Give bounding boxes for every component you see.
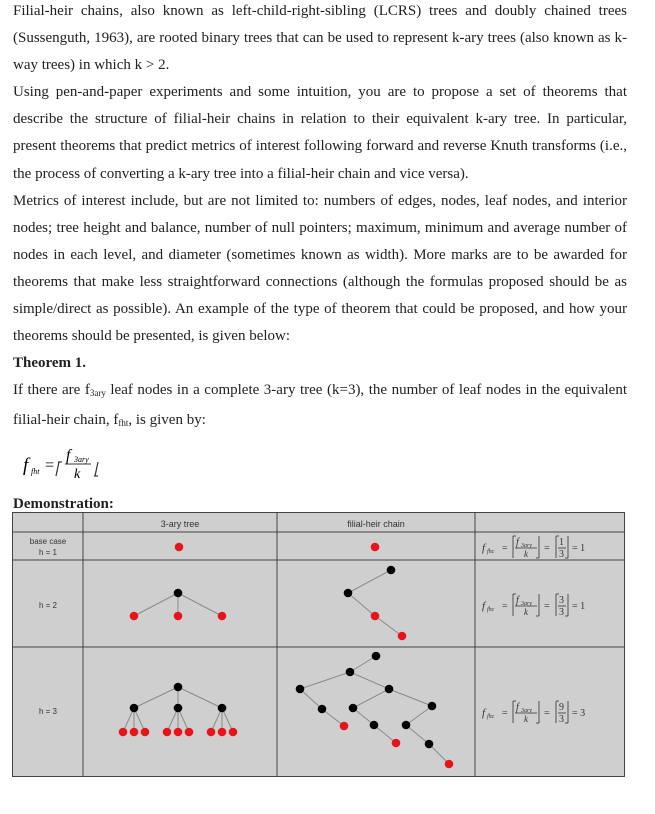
fhc-r3-node (318, 705, 327, 714)
ary-r3-leaf (207, 728, 216, 737)
row-formula-den: k (524, 549, 528, 559)
demonstration-table (12, 512, 625, 777)
fhc-r3-edge (406, 706, 432, 725)
fhc-r3-node (296, 685, 305, 694)
fhc-r3-edge (406, 725, 429, 744)
row-formula-eq2: = (544, 543, 550, 554)
row-formula-value-num: 3 (559, 595, 564, 606)
row-formula-value-num: 1 (559, 537, 564, 548)
row-formula-lhs: f (482, 542, 486, 554)
fhc-r3-edge (300, 689, 322, 709)
col-header-3ary: 3-ary tree (160, 519, 200, 529)
row-formula-num-sub: 3ary (521, 601, 532, 607)
ary-r1-root (175, 543, 184, 552)
row-formula-lhs: f (482, 600, 486, 612)
fhc-r3-node (370, 721, 379, 730)
fhc-r3-node (385, 685, 394, 694)
row-formula-eq: = (502, 708, 508, 719)
fhc-r3-leaf (445, 760, 454, 769)
demonstration-figure (12, 512, 625, 777)
fhc-r2-leaf (398, 632, 407, 641)
formula-lhs: f (23, 454, 29, 476)
formula-graphic (13, 440, 133, 484)
formula-lhs-sub: fht (31, 466, 40, 476)
ary-r3-root (174, 683, 183, 692)
formula-num-sub: 3ary (74, 454, 89, 464)
row-formula-lhs-sub: fhc (487, 607, 495, 613)
document-body (13, 0, 627, 516)
fhc-r2-leaf (371, 612, 380, 621)
row-formula-eq: = (502, 601, 508, 612)
ary-r3-leaf (119, 728, 128, 737)
ary-r2-root (174, 589, 183, 598)
ary-r2-leaf (130, 612, 139, 621)
fhc-r3-edge (350, 656, 376, 672)
ary-r3-leaf (130, 728, 139, 737)
row-formula-value-den: 3 (559, 607, 564, 618)
row1-label: base case (29, 537, 67, 546)
intro-paragraph: Filial-heir chains, also known as left-child-right-sibling (LCRS) trees and doubly chained trees (Sussenguth, 1963), are rooted binary trees that can be used to represent k-ary trees (also known as k-way trees) in which k > 2. (13, 3, 627, 74)
demonstration-label: Demonstration: (13, 495, 114, 512)
task-paragraph: Using pen-and-paper experiments and some intuition, you are to propose a set of theorems that describe the structure of filial-heir chains in relation to their equivalent k-ary tree. In particular, present theorems that predict metrics of interest following forward and reverse Knuth transforms (i.e., the process of converting a k-ary tree into a filial-heir chain and vice versa). (13, 84, 627, 182)
fhc-r2-edge (348, 593, 375, 616)
row1-label-h: h = 1 (38, 548, 58, 557)
fhc-r1-root (371, 543, 380, 552)
row-formula-num: f (516, 702, 519, 713)
row-formula-den: k (524, 607, 528, 617)
ary-r3-mid (174, 704, 183, 713)
row-formula-result: = 1 (572, 543, 586, 554)
ary-r3-edge (178, 687, 222, 708)
row-formula-value-num: 9 (559, 702, 564, 713)
row-formula-num: f (516, 595, 519, 606)
row-formula-eq: = (502, 543, 508, 554)
ary-r2-leaf (218, 612, 227, 621)
fhc-r3-node (402, 721, 411, 730)
fhc-r3-node (428, 702, 437, 711)
row-formula-lhs-sub: fhc (487, 549, 495, 555)
ary-r2-edge (134, 593, 178, 616)
ary-r2-edge (178, 593, 222, 616)
fhc-r2-node (344, 589, 353, 598)
fhc-r2-edge (375, 616, 402, 636)
fhc-r3-leaf (392, 739, 401, 748)
fhc-r3-edge (350, 672, 389, 689)
row-formula-num: f (516, 537, 519, 548)
fhc-r2-edge (348, 570, 391, 593)
row-formula-eq2: = (544, 601, 550, 612)
ary-r3-mid (218, 704, 227, 713)
formula-num: f (66, 446, 71, 464)
fhc-r3-node (346, 668, 355, 677)
fhc-r3-node (349, 704, 358, 713)
ary-r3-leaf (141, 728, 150, 737)
ary-r3-leaf (174, 728, 183, 737)
fhc-r3-node (425, 740, 434, 749)
ary-r3-mid (130, 704, 139, 713)
row-formula-num-sub: 3ary (521, 708, 532, 714)
metrics-paragraph: Metrics of interest include, but are not limited to: numbers of edges, nodes, leaf nodes, and interior nodes; tree height and balance, number of null pointers; maximum, minimum and average number of nodes in each level, and diameter (sometimes known as width). More marks are to be awarded for theorems that make less straightforward connections (although the formulas proposed should be as simple/direct as possible). An example of the type of theorem that could be proposed, and how your theorems should be presented, is given below: (13, 192, 627, 345)
row-formula-value-den: 3 (559, 549, 564, 560)
ary-r3-leaf (229, 728, 238, 737)
row-formula-den: k (524, 714, 528, 724)
fhc-r3-edge (353, 689, 389, 708)
row-formula-num-sub: 3ary (521, 543, 532, 549)
row-formula-lhs-sub: fhc (487, 714, 495, 720)
ary-r3-leaf (163, 728, 172, 737)
row-formula-eq2: = (544, 708, 550, 719)
row-formula-result: = 1 (572, 601, 586, 612)
row2-label: h = 2 (38, 601, 58, 610)
theorem-formula (13, 440, 627, 484)
fhc-r2-node (387, 566, 396, 575)
ary-r3-edge (134, 687, 178, 708)
theorem-title: Theorem 1. (13, 355, 87, 372)
row-formula-lhs: f (482, 707, 486, 719)
ary-r2-leaf (174, 612, 183, 621)
fhc-r3-edge (300, 672, 350, 689)
col-header-fhc: filial-heir chain (347, 519, 405, 529)
fhc-r3-leaf (340, 722, 349, 731)
row-formula-value-den: 3 (559, 714, 564, 725)
fhc-r3-node (372, 652, 381, 661)
formula-den: k (74, 466, 81, 482)
ary-r3-leaf (218, 728, 227, 737)
ary-r3-leaf (185, 728, 194, 737)
theorem-statement: If there are $f_{3ary}$ leaf nodes in a complete 3-ary tree (k=3), the number of leaf nodes in the equivalent filial-heir chain, $f_{fht}$, is given by: (13, 382, 627, 429)
formula-equals: = (44, 456, 55, 474)
row3-label: h = 3 (38, 707, 58, 716)
fhc-r3-edge (389, 689, 432, 706)
row-formula-result: = 3 (572, 708, 586, 719)
